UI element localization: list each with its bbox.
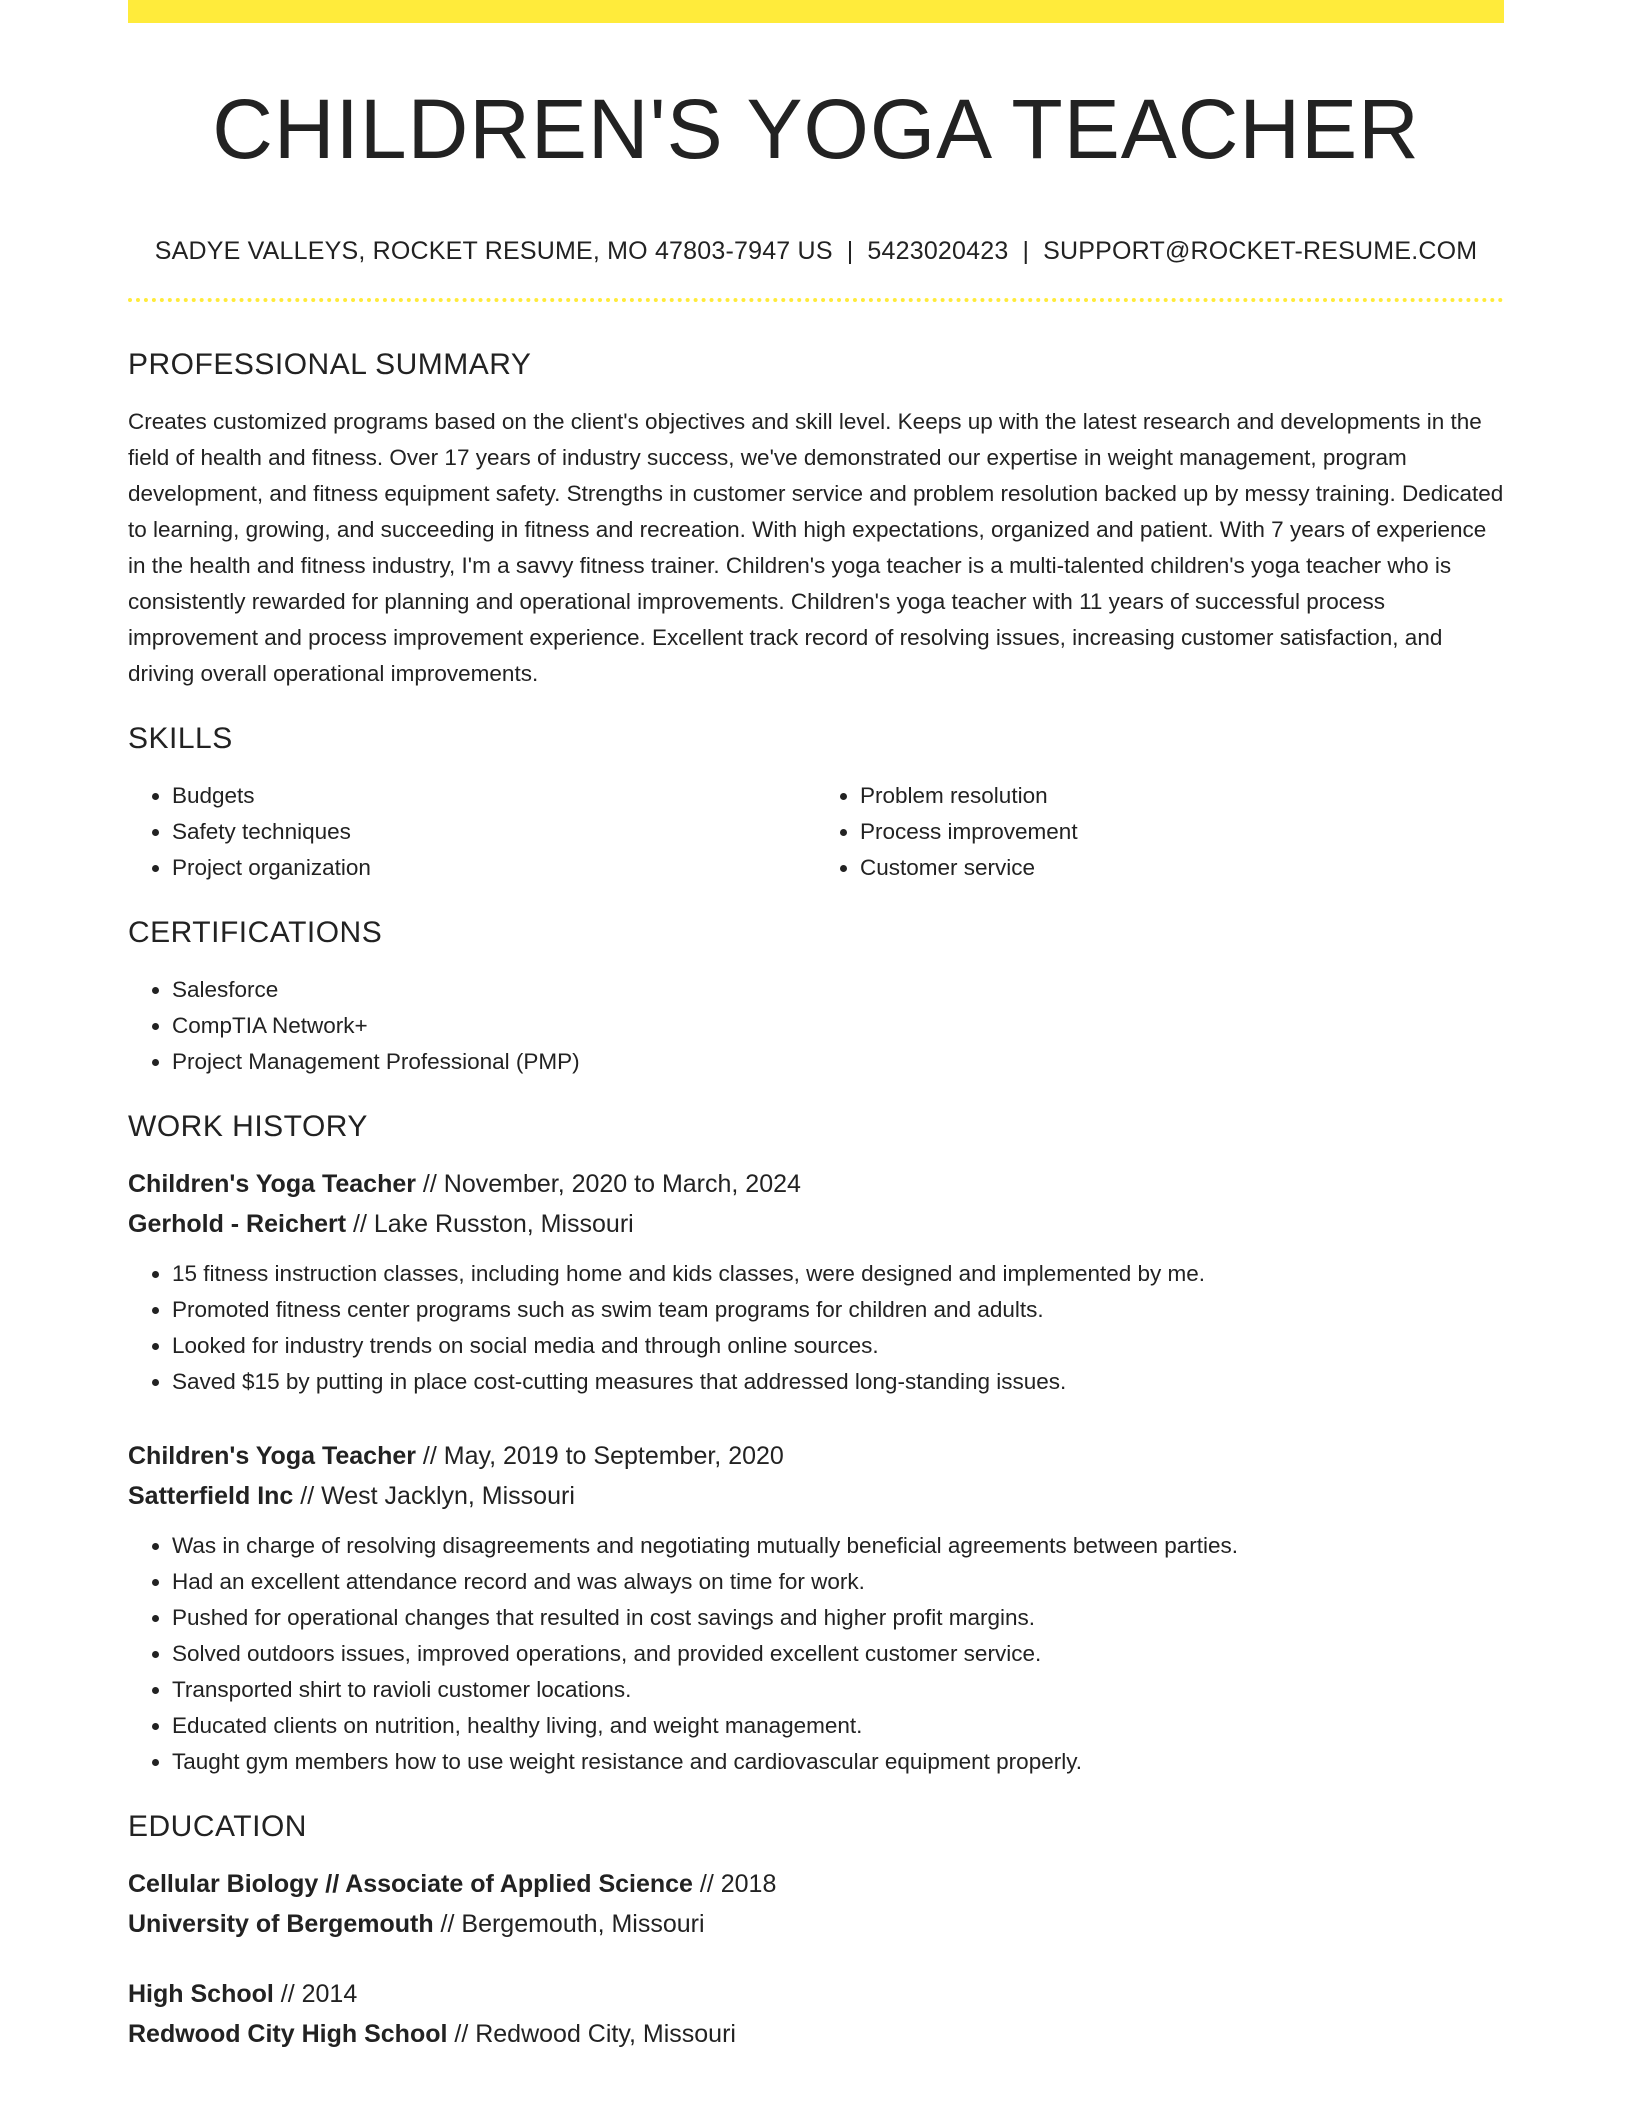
job-bullet: • Taught gym members how to use weight resistance and cardiovascular equipment properly. <box>172 1744 1504 1780</box>
job-entry <box>128 1436 1504 1780</box>
education-degree: Cellular Biology // Associate of Applied Science <box>128 1870 693 1899</box>
job-role-line <box>128 1436 1504 1476</box>
job-bullet: • Solved outdoors issues, improved operations, and provided excellent customer service. <box>172 1636 1504 1672</box>
certification-item: • Salesforce <box>172 972 1504 1008</box>
education-heading: EDUCATION <box>128 1810 307 1844</box>
job-role: Children's Yoga Teacher <box>128 1442 416 1471</box>
job-dates: // May, 2019 to September, 2020 <box>415 1442 784 1471</box>
summary-heading: PROFESSIONAL SUMMARY <box>128 348 532 382</box>
job-bullet: • Saved $15 by putting in place cost-cutting measures that addressed long-standing issues. <box>172 1364 1504 1400</box>
skills-heading: SKILLS <box>128 722 233 756</box>
certification-item: • CompTIA Network+ <box>172 1008 1504 1044</box>
job-bullet: • Looked for industry trends on social media and through online sources. <box>172 1328 1504 1364</box>
job-bullet: • Educated clients on nutrition, healthy living, and weight management. <box>172 1708 1504 1744</box>
job-bullet: • Promoted fitness center programs such as swim team programs for children and adults. <box>172 1292 1504 1328</box>
education-entry <box>128 1864 1504 1944</box>
job-role: Children's Yoga Teacher <box>128 1170 416 1199</box>
certifications-list <box>128 972 1504 1080</box>
education-degree-line <box>128 1974 1504 2014</box>
education-year: // 2014 <box>273 1980 358 2009</box>
job-bullets <box>128 1528 1504 1780</box>
resume-title: CHILDREN'S YOGA TEACHER <box>212 82 1420 176</box>
job-bullet: • Pushed for operational changes that resulted in cost savings and higher profit margins. <box>172 1600 1504 1636</box>
job-bullet: • Transported shirt to ravioli customer locations. <box>172 1672 1504 1708</box>
certifications-heading: CERTIFICATIONS <box>128 916 383 950</box>
contact-separator: | <box>1022 237 1030 266</box>
education-year: // 2018 <box>692 1870 777 1899</box>
education-school: University of Bergemouth <box>128 1910 434 1939</box>
skill-item: • Budgets <box>172 778 816 814</box>
skill-item: • Project organization <box>172 850 816 886</box>
skills-column-right <box>816 778 1504 886</box>
education-entry <box>128 1974 1504 2054</box>
skill-item: • Safety techniques <box>172 814 816 850</box>
education-school-line <box>128 2014 1504 2054</box>
job-entry <box>128 1164 1504 1400</box>
job-company: Satterfield Inc <box>128 1482 294 1511</box>
summary-text: Creates customized programs based on the client's objectives and skill level. Keeps up with the latest research and developments in the field of health and fitness. Over 17 years of industry success, we've demonstrated our expertise in weight management, program development, and fitness equipment safety. Strengths in customer service and problem resolution backed up by messy training. Dedicated to learning, growing, and succeeding in fitness and recreation. With high expectations, organized and patient. With 7 years of experience in the health and fitness industry, I'm a savvy fitness trainer. Children's yoga teacher is a multi-talented children's yoga teacher who is consistently rewarded for planning and operational improvements. Children's yoga teacher with 11 years of successful process improvement and process improvement experience. Excellent track record of resolving issues, increasing customer satisfaction, and driving overall operational improvements. <box>128 409 1504 687</box>
education-school: Redwood City High School <box>128 2020 448 2049</box>
contact-line <box>128 237 1504 266</box>
job-company: Gerhold - Reichert <box>128 1210 347 1239</box>
top-accent-bar <box>128 0 1504 23</box>
header-divider <box>128 298 1504 302</box>
job-location: // Lake Russton, Missouri <box>346 1210 634 1239</box>
job-company-line <box>128 1204 1504 1244</box>
job-bullet: • 15 fitness instruction classes, including home and kids classes, were designed and implemented by me. <box>172 1256 1504 1292</box>
certification-item: • Project Management Professional (PMP) <box>172 1044 1504 1080</box>
skill-item: • Problem resolution <box>860 778 1504 814</box>
education-school-line <box>128 1904 1504 1944</box>
skills-column-left <box>128 778 816 886</box>
skill-item: • Customer service <box>860 850 1504 886</box>
job-bullet: • Had an excellent attendance record and was always on time for work. <box>172 1564 1504 1600</box>
education-location: // Bergemouth, Missouri <box>433 1910 705 1939</box>
job-bullet: • Was in charge of resolving disagreements and negotiating mutually beneficial agreements between parties. <box>172 1528 1504 1564</box>
education-degree: High School <box>128 1980 274 2009</box>
contact-address: SADYE VALLEYS, ROCKET RESUME, MO 47803-7947 US <box>154 237 833 266</box>
skills-list <box>128 778 1504 886</box>
job-dates: // November, 2020 to March, 2024 <box>415 1170 801 1199</box>
job-location: // West Jacklyn, Missouri <box>293 1482 575 1511</box>
skill-item: • Process improvement <box>860 814 1504 850</box>
resume-page <box>128 0 1504 2054</box>
contact-separator: | <box>846 237 854 266</box>
job-bullets <box>128 1256 1504 1400</box>
work-history-heading: WORK HISTORY <box>128 1110 368 1144</box>
education-location: // Redwood City, Missouri <box>447 2020 736 2049</box>
contact-phone: 5423020423 <box>867 237 1009 266</box>
education-degree-line <box>128 1864 1504 1904</box>
contact-email: SUPPORT@ROCKET-RESUME.COM <box>1043 237 1478 266</box>
job-company-line <box>128 1476 1504 1516</box>
job-role-line <box>128 1164 1504 1204</box>
